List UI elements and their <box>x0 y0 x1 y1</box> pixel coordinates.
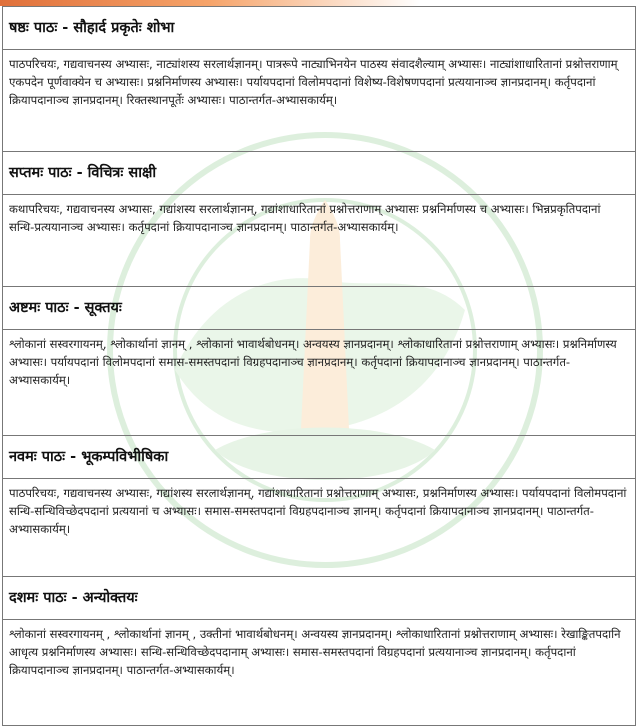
lesson-section-7 <box>3 152 635 287</box>
lesson-content: पाठपरिचयः, गद्यवाचनस्य अभ्यासः, गद्यांशस्य सरलार्थज्ञानम्, गद्यांशाधारितानां प्रश्नोत्तराणाम् अभ्यासः, प्रश्ननिर्माणस्य अभ्यासः। पर्यायपदानां विलोमपदानां सन्धि-सन्धिविच्छेदपदानां प्रत्ययानां च अभ्यासः। समास-समस्तपदानां विग्रहपदानाञ्च ज्ञानम्। कर्तृपदानां क्रियापदानाञ्च ज्ञानप्रदानम्। पाठान्तर्गत-अभ्यासकार्यम्। <box>9 486 627 537</box>
lesson-section-6 <box>3 7 635 152</box>
lesson-content-box <box>3 50 635 151</box>
lesson-content-box <box>3 479 635 576</box>
lesson-section-9 <box>3 436 635 577</box>
lesson-content: श्लोकानां सस्वरगायनम् , श्लोकार्थानां ज्ञानम् , उक्तीनां भावार्थबोधनम्। अन्वयस्य ज्ञानप्रदानम्। श्लोकाधारितानां प्रश्नोत्तराणाम् अभ्यासः। रेखाङ्कितपदानि आधृत्य प्रश्ननिर्माणस्य अभ्यासः। सन्धि-सन्धिविच्छेदपदानाम् अभ्यासः। समास-समस्तपदानां विग्रहपदानां प्रत्ययानाञ्च ज्ञानप्रदानम्। कर्तृपदानां क्रियापदानाञ्च ज्ञानप्रदानम्। पाठान्तर्गत-अभ्यासकार्यम्। <box>9 627 621 678</box>
lesson-section-8 <box>3 287 635 436</box>
lesson-title: सप्तमः पाठः - विचित्रः साक्षी <box>3 152 635 195</box>
lesson-content: श्लोकानां सस्वरगायनम्, श्लोकार्थानां ज्ञानम् , श्लोकानां भावार्थबोधनम्। अन्वयस्य ज्ञानप्रदानम्। श्लोकाधारितानां प्रश्नोत्तराणाम् अभ्यासः। प्रश्ननिर्माणस्य अभ्यासः। पर्यायपदानां विलोमपदानां समास-समस्तपदानां विग्रहपदानाञ्च ज्ञानप्रदानम्। कर्तृपदानां क्रियापदानाञ्च ज्ञानप्रदानम्। पाठान्तर्गत-अभ्यासकार्यम्। <box>9 337 617 388</box>
lesson-content: पाठपरिचयः, गद्यवाचनस्य अभ्यासः, नाट्यांशस्य सरलार्थज्ञानम्। पात्ररूपे नाट्याभिनयेन पाठस्य संवादशैल्याम् अभ्यासः। नाट्यांशाधारितानां प्रश्नोत्तराणाम् एकपदेन पूर्णवाक्येन च अभ्यासः। प्रश्ननिर्माणस्य अभ्यासः। पर्यायपदानां विलोमपदानां विशेष्य-विशेषणपदानां प्रत्ययानाञ्च ज्ञानप्रदानम्। कर्तृपदानां क्रियापदानाञ्च ज्ञानप्रदानम्। रिक्तस्थानपूर्तेः अभ्यासः। पाठान्तर्गत-अभ्यासकार्यम्। <box>9 57 618 108</box>
lesson-section-10 <box>3 577 635 725</box>
lesson-title: दशमः पाठः - अन्योक्तयः <box>3 577 635 620</box>
lesson-title: नवमः पाठः - भूकम्पविभीषिका <box>3 436 635 479</box>
lesson-content-box <box>3 620 635 725</box>
lesson-content: कथापरिचयः, गद्यवाचनस्य अभ्यासः, गद्यांशस्य सरलार्थज्ञानम्, गद्यांशाधारितानां प्रश्नोत्तराणाम् अभ्यासः प्रश्ननिर्माणस्य च अभ्यासः। भिन्नप्रकृतिपदानां सन्धि-प्रत्ययानाञ्च अभ्यासः। कर्तृपदानां क्रियापदानाञ्च ज्ञानप्रदानम्। पाठान्तर्गत-अभ्यासकार्यम्। <box>9 202 601 235</box>
syllabus-table <box>2 6 636 726</box>
lesson-content-box <box>3 195 635 286</box>
lesson-content-box <box>3 330 635 435</box>
lesson-title: षष्ठः पाठः - सौहार्द प्रकृतेः शोभा <box>3 7 635 50</box>
lesson-title: अष्टमः पाठः - सूक्तयः <box>3 287 635 330</box>
